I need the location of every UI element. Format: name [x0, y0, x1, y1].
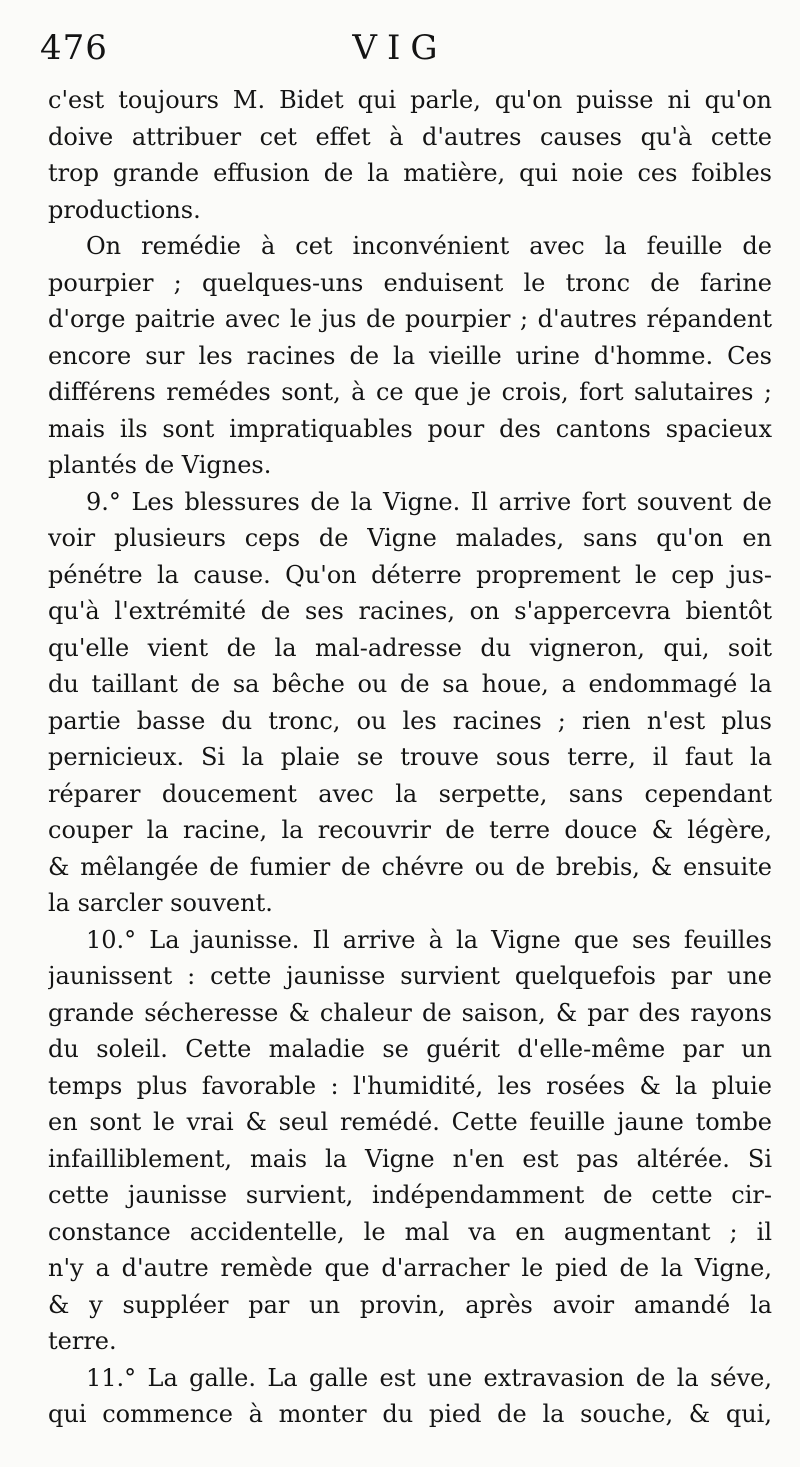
text-line: doive attribuer cet effet à d'autres causes qu'à cette: [48, 122, 772, 151]
body-text: [48, 82, 772, 1433]
text-line: grande sécheresse & chaleur de saison, & par des rayons: [48, 998, 772, 1027]
text-line: trop grande effusion de la matière, qui noie ces foibles: [48, 159, 772, 187]
text-line: terre.: [48, 1327, 117, 1355]
text-line: qui commence à monter du pied de la souche, & qui,: [48, 1400, 772, 1428]
text-line: réparer doucement avec la serpette, sans cependant: [48, 779, 772, 808]
text-line: du taillant de sa bêche ou de sa houe, a endommagé la: [48, 670, 772, 698]
text-line: partie basse du tronc, ou les racines ; rien n'est plus: [48, 706, 772, 735]
page-number: 476: [40, 28, 108, 68]
paragraph-start-line: 11.° La galle. La galle est une extravasion de la séve,: [86, 1363, 772, 1392]
text-line: en sont le vrai & seul remédé. Cette feuille jaune tombe: [48, 1108, 772, 1136]
paragraph-start-line: 9.° Les blessures de la Vigne. Il arrive fort souvent de: [86, 487, 772, 516]
text-line: infailliblement, mais la Vigne n'en est pas altérée. Si: [48, 1144, 772, 1173]
text-line: temps plus favorable : l'humidité, les rosées & la pluie: [48, 1071, 772, 1100]
text-line: constance accidentelle, le mal va en augmentant ; il: [48, 1217, 772, 1246]
paragraph-start-line: 10.° La jaunisse. Il arrive à la Vigne que ses feuilles: [86, 925, 772, 954]
text-line: différens remédes sont, à ce que je crois, fort salutaires ;: [48, 378, 772, 406]
text-line: encore sur les racines de la vieille urine d'homme. Ces: [48, 341, 772, 370]
text-line: plantés de Vignes.: [48, 451, 272, 479]
text-line: mais ils sont impratiquables pour des cantons spacieux: [48, 414, 772, 443]
text-line: jaunissent : cette jaunisse survient quelquefois par une: [48, 962, 772, 990]
text-line: productions.: [48, 195, 201, 224]
text-line: pernicieux. Si la plaie se trouve sous terre, il faut la: [48, 743, 772, 771]
text-line: & mêlangée de fumier de chévre ou de brebis, & ensuite: [48, 852, 772, 881]
text-line: qu'elle vient de la mal-adresse du vigneron, qui, soit: [48, 633, 772, 662]
text-line: pénétre la cause. Qu'on déterre proprement le cep jus-: [48, 560, 772, 589]
paragraph-start-line: On remédie à cet inconvénient avec la feuille de: [86, 232, 772, 260]
text-line: c'est toujours M. Bidet qui parle, qu'on puisse ni qu'on: [48, 86, 772, 114]
running-head: VIG: [352, 28, 448, 68]
text-line: qu'à l'extrémité de ses racines, on s'appercevra bientôt: [48, 597, 772, 625]
text-line: voir plusieurs ceps de Vigne malades, sans qu'on en: [48, 524, 772, 552]
text-line: cette jaunisse survient, indépendamment de cette cir-: [48, 1181, 772, 1209]
text-line: couper la racine, la recouvrir de terre douce & légère,: [48, 816, 772, 844]
text-line: pourpier ; quelques-uns enduisent le tronc de farine: [48, 268, 772, 297]
text-line: la sarcler souvent.: [48, 889, 273, 917]
text-line: & y suppléer par un provin, après avoir amandé la: [48, 1290, 772, 1319]
text-line: d'orge paitrie avec le jus de pourpier ; d'autres répandent: [48, 305, 772, 333]
page-header: [0, 28, 800, 76]
text-line: du soleil. Cette maladie se guérit d'elle-même par un: [48, 1035, 772, 1063]
text-line: n'y a d'autre remède que d'arracher le pied de la Vigne,: [48, 1254, 772, 1282]
